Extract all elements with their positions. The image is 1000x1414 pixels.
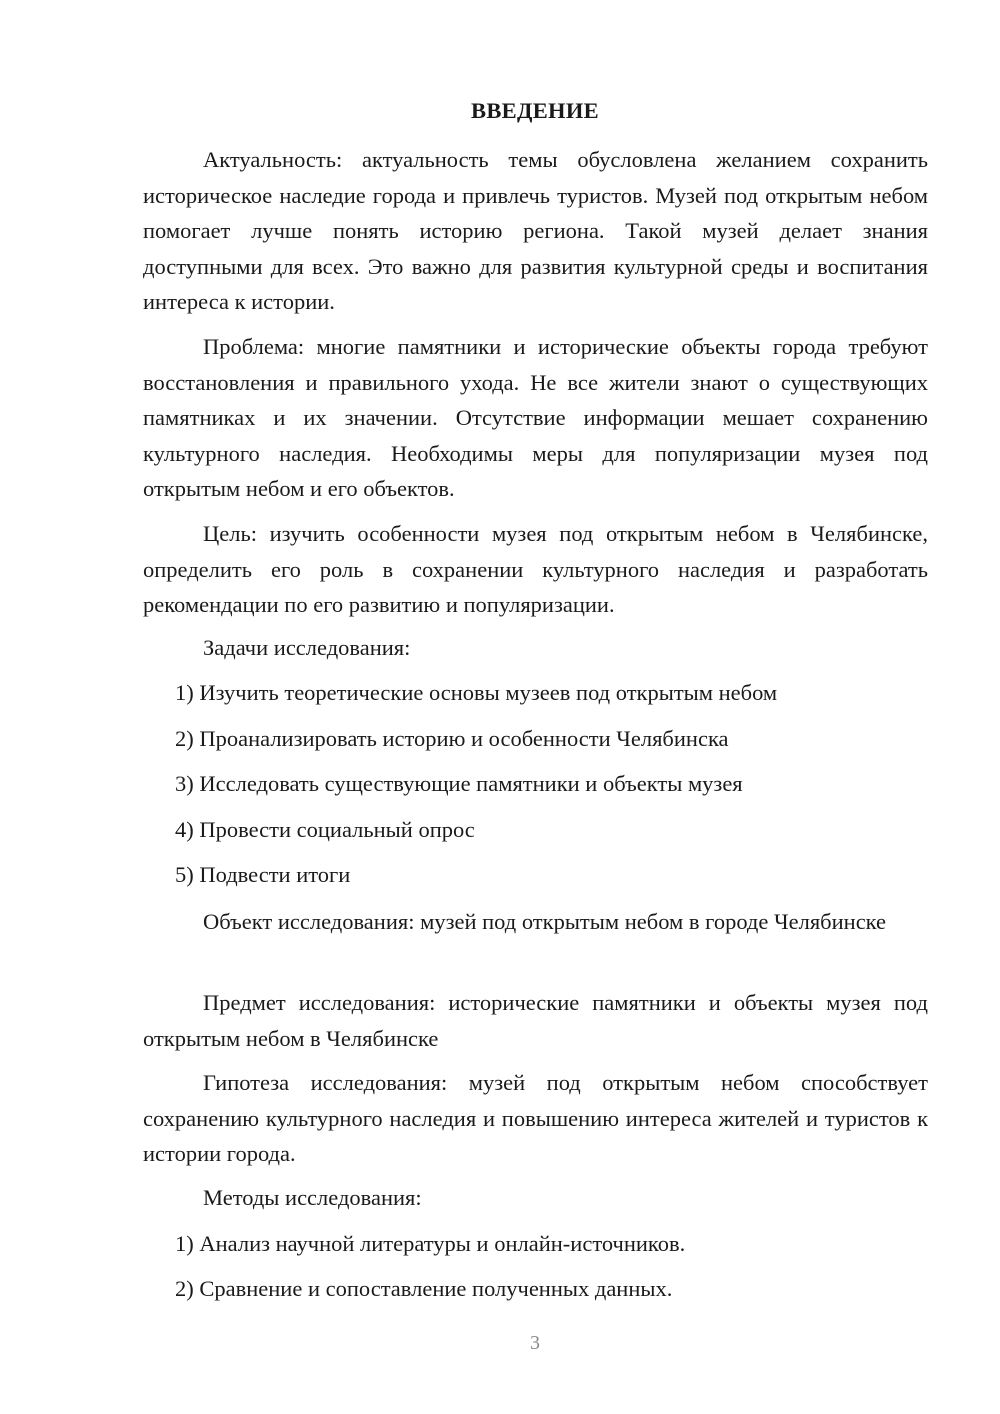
goal-text: Цель: изучить особенности музея под открытым небом в Челябинске, определить его роль в сохранении культурного наследия и разработать рекомендации по его развитию и популяризации. xyxy=(143,521,928,617)
task-item-2: 2) Проанализировать историю и особенности Челябинска xyxy=(175,726,729,751)
object-text: Объект исследования: музей под открытым небом в городе Челябинске xyxy=(203,909,887,934)
task-item-4: 4) Провести социальный опрос xyxy=(175,817,475,842)
hypothesis-paragraph xyxy=(143,1065,928,1172)
problem-text: Проблема: многие памятники и исторические объекты города требуют восстановления и правильного ухода. Не все жители знают о существующих памятниках и их значении. Отсутствие информации мешает сохранению культурного наследия. Необходимы меры для популяризации музея под открытым небом и его объектов. xyxy=(143,334,928,501)
page-number: 3 xyxy=(530,1332,540,1354)
method-item-2: 2) Сравнение и сопоставление полученных данных. xyxy=(175,1276,673,1301)
page-title: ВВЕДЕНИЕ xyxy=(471,98,599,123)
subject-text: Предмет исследования: исторические памятники и объекты музея под открытым небом в Челябинске xyxy=(143,990,928,1051)
tasks-title: Задачи исследования: xyxy=(203,635,411,660)
goal-paragraph xyxy=(143,516,928,623)
tasks-heading xyxy=(143,630,928,666)
hypothesis-text: Гипотеза исследования: музей под открытым небом способствует сохранению культурного наследия и повышению интереса жителей и туристов к истории города. xyxy=(143,1070,928,1166)
object-paragraph xyxy=(143,904,928,940)
method-item-1: 1) Анализ научной литературы и онлайн-источников. xyxy=(175,1231,686,1256)
problem-paragraph xyxy=(143,329,928,507)
methods-title: Методы исследования: xyxy=(203,1185,422,1210)
task-item-3: 3) Исследовать существующие памятники и объекты музея xyxy=(175,771,743,796)
methods-heading xyxy=(143,1180,928,1216)
relevance-text: Актуальность: актуальность темы обусловлена желанием сохранить историческое наследие города и привлечь туристов. Музей под открытым небом помогает лучше понять историю региона. Такой музей делает знания доступными для всех. Это важно для развития культурной среды и воспитания интереса к истории. xyxy=(143,147,928,314)
task-item-5: 5) Подвести итоги xyxy=(175,862,351,887)
subject-paragraph xyxy=(143,985,928,1056)
relevance-paragraph xyxy=(143,142,928,320)
task-item-1: 1) Изучить теоретические основы музеев под открытым небом xyxy=(175,680,778,705)
